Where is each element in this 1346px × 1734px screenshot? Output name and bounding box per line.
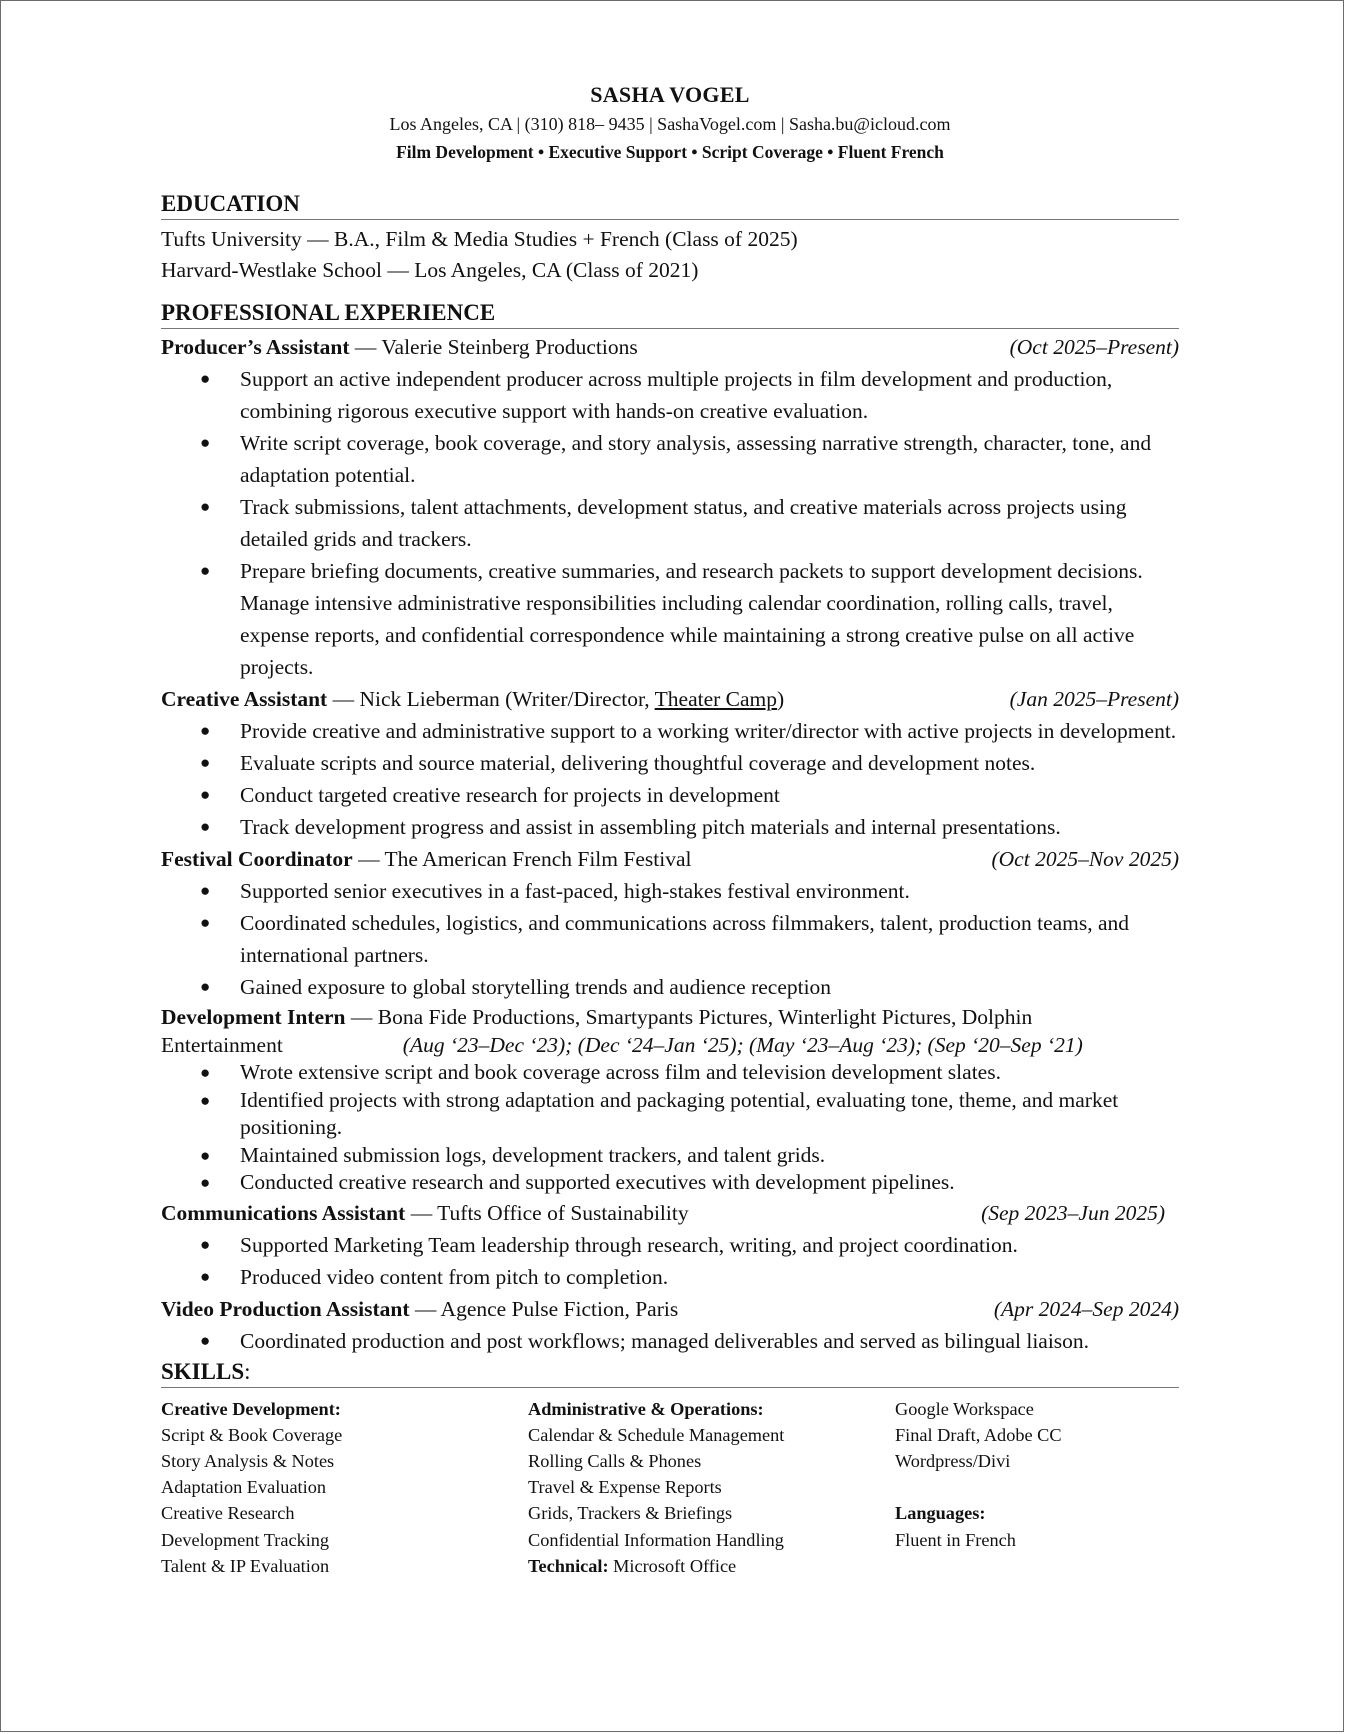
education-heading: EDUCATION xyxy=(161,191,1179,220)
job-bullets xyxy=(161,1325,1179,1357)
job-development-intern xyxy=(161,1003,1179,1197)
job-festival-coordinator xyxy=(161,843,1179,1003)
job-header-line2 xyxy=(161,1032,1179,1059)
job-bullets xyxy=(161,715,1179,843)
bullet-icon: ● xyxy=(200,1234,211,1254)
skill-item: Fluent in French xyxy=(895,1529,1016,1550)
skills-column-admin xyxy=(528,1396,895,1579)
bullet-icon: ● xyxy=(200,1173,211,1192)
job-org: — Agence Pulse Fiction, Paris xyxy=(409,1296,679,1321)
skill-item: Script & Book Coverage xyxy=(161,1424,343,1445)
job-title: Communications Assistant xyxy=(161,1200,406,1225)
skill-item: Rolling Calls & Phones xyxy=(528,1450,702,1471)
job-header xyxy=(161,1003,1179,1032)
bullet-icon: ● xyxy=(200,433,211,452)
list-item: ● Coordinated schedules, logistics, and communications across filmmakers, talent, production teams, and international partners. xyxy=(161,907,1179,971)
job-dates: (Apr 2024–Sep 2024) xyxy=(993,1296,1179,1321)
list-item: ● Coordinated production and post workflows; managed deliverables and served as bilingual liaison. xyxy=(161,1325,1179,1357)
job-header: Creative Assistant — Nick Lieberman (Writer/Director, Theater Camp) (Jan 2025–Present) xyxy=(161,683,1179,715)
spacer xyxy=(895,1474,1175,1500)
education-entry: Tufts University — B.A., Film & Media Studies + French (Class of 2025) xyxy=(161,227,798,251)
skills-column-tools xyxy=(895,1396,1175,1579)
list-item: ● Evaluate scripts and source material, delivering thoughtful coverage and development notes. xyxy=(161,747,1179,779)
bullet-icon: ● xyxy=(200,721,211,740)
bullet-icon: ● xyxy=(200,1145,211,1165)
job-header xyxy=(161,1197,1179,1229)
job-video-production-assistant xyxy=(161,1293,1179,1357)
list-item: ● Track submissions, talent attachments, development status, and creative materials across projects using detailed grids and trackers. xyxy=(161,491,1179,555)
list-item: ● Provide creative and administrative support to a working writer/director with active projects in development. xyxy=(161,715,1179,747)
resume-content xyxy=(161,79,1179,1579)
job-creative-assistant xyxy=(161,683,1179,843)
job-communications-assistant xyxy=(161,1197,1179,1293)
bullet-icon: ● xyxy=(200,1330,211,1350)
bullet-icon: ● xyxy=(200,1266,211,1286)
skill-item: Story Analysis & Notes xyxy=(161,1450,335,1471)
list-item: ● Gained exposure to global storytelling trends and audience reception xyxy=(161,971,1179,1003)
job-title: Video Production Assistant xyxy=(161,1296,410,1321)
job-title: Creative Assistant xyxy=(161,687,328,711)
bullet-icon: ● xyxy=(200,369,211,388)
list-item: ● Identified projects with strong adaptation and packaging potential, evaluating tone, theme, and market positioning. xyxy=(200,1087,1119,1139)
bullet-icon: ● xyxy=(200,913,211,932)
job-dates: (Oct 2025–Present) xyxy=(1009,335,1179,359)
job-title: Producer’s Assistant xyxy=(161,335,350,359)
list-item: ● Supported Marketing Team leadership through research, writing, and project coordination. xyxy=(161,1229,1179,1261)
list-item: ● Prepare briefing documents, creative summaries, and research packets to support development decisions. xyxy=(161,555,1179,587)
film-title: Theater Camp xyxy=(654,687,778,711)
job-header xyxy=(161,331,1179,363)
list-item: ● Conduct targeted creative research for projects in development xyxy=(161,779,1179,811)
experience-heading: PROFESSIONAL EXPERIENCE xyxy=(161,300,1179,329)
bullet-icon: ● xyxy=(200,817,211,836)
list-item: ● Track development progress and assist in assembling pitch materials and internal presentations. xyxy=(161,811,1179,843)
tagline: Film Development • Executive Support • Script Coverage • Fluent French xyxy=(396,142,944,162)
skill-item: Calendar & Schedule Management xyxy=(528,1424,785,1445)
list-item: ● Write script coverage, book coverage, and story analysis, assessing narrative strength, character, tone, and adaptation potential. xyxy=(161,427,1179,491)
job-extra-paragraph: Manage intensive administrative responsibilities including calendar coordination, rolling calls, travel, expense reports, and confidential correspondence while maintaining a strong creative pulse on all active projects. xyxy=(240,591,1135,679)
skill-item: Development Tracking xyxy=(161,1529,330,1550)
bullet-icon: ● xyxy=(200,561,211,580)
skill-item: Wordpress/Divi xyxy=(895,1450,1011,1471)
job-header xyxy=(161,1293,1179,1325)
job-dates: (Aug ‘23–Dec ‘23); (Dec ‘24–Jan ‘25); (May ‘23–Aug ‘23); (Sep ‘20–Sep ‘21) xyxy=(402,1033,1083,1057)
list-item: ● Wrote extensive script and book coverage across film and television development slates. xyxy=(161,1059,1179,1087)
bullet-icon: ● xyxy=(200,881,211,900)
candidate-name: SASHA VOGEL xyxy=(590,82,750,107)
skills-grid xyxy=(161,1396,1179,1579)
skill-item: Travel & Expense Reports xyxy=(528,1477,722,1498)
job-org: — Tufts Office of Sustainability xyxy=(405,1200,689,1225)
contact-line: Los Angeles, CA | (310) 818– 9435 | SashaVogel.com | Sasha.bu@icloud.com xyxy=(389,114,951,134)
skill-item: Google Workspace xyxy=(895,1398,1034,1419)
job-header xyxy=(161,843,1179,875)
list-item: ● Conducted creative research and supported executives with development pipelines. xyxy=(161,1169,1179,1197)
list-item: ● Maintained submission logs, development trackers, and talent grids. xyxy=(161,1142,1179,1170)
bullet-icon: ● xyxy=(200,785,211,804)
job-dates: (Oct 2025–Nov 2025) xyxy=(991,847,1179,871)
education-list xyxy=(161,224,1179,286)
skill-item: Creative Research xyxy=(161,1503,295,1524)
skill-item: Adaptation Evaluation xyxy=(161,1477,326,1498)
job-title: Development Intern xyxy=(161,1005,346,1029)
education-entry: Harvard-Westlake School — Los Angeles, CA (Class of 2021) xyxy=(161,258,699,282)
job-org: — Bona Fide Productions, Smartypants Pictures, Winterlight Pictures, Dolphin xyxy=(345,1005,1033,1029)
job-producers-assistant xyxy=(161,331,1179,683)
job-dates: (Sep 2023–Jun 2025) xyxy=(981,1200,1165,1225)
job-org: — Valerie Steinberg Productions xyxy=(349,335,638,359)
skill-item: Grids, Trackers & Briefings xyxy=(528,1503,733,1524)
bullet-icon: ● xyxy=(200,1090,211,1110)
job-bullets xyxy=(161,875,1179,1003)
bullet-icon: ● xyxy=(200,753,211,772)
list-item: ● Produced video content from pitch to completion. xyxy=(161,1261,1179,1293)
skills-column-creative xyxy=(161,1396,528,1579)
skill-item-technical: Technical: Microsoft Office xyxy=(528,1555,737,1576)
skill-item: Talent & IP Evaluation xyxy=(161,1555,330,1576)
bullet-icon: ● xyxy=(200,1063,211,1082)
skill-item: Final Draft, Adobe CC xyxy=(895,1424,1062,1445)
list-item: ● Supported senior executives in a fast-paced, high-stakes festival environment. xyxy=(161,875,1179,907)
skill-item: Confidential Information Handling xyxy=(528,1529,784,1550)
list-item: ● Support an active independent producer across multiple projects in film development and production, combining rigorous executive support with hands-on creative evaluation. xyxy=(161,363,1179,427)
bullet-icon: ● xyxy=(200,497,211,516)
job-dates: (Jan 2025–Present) xyxy=(1009,687,1179,711)
skills-heading: SKILLS: xyxy=(161,1359,1179,1388)
skills-column-heading: Creative Development: xyxy=(161,1398,341,1419)
job-org-continued: Entertainment xyxy=(161,1033,283,1057)
languages-heading: Languages: xyxy=(895,1503,986,1524)
job-org: — The American French Film Festival xyxy=(352,847,692,871)
job-bullets xyxy=(161,363,1179,587)
bullet-icon: ● xyxy=(200,977,211,996)
job-bullets xyxy=(161,1229,1179,1293)
job-bullets xyxy=(161,1059,1179,1197)
skills-column-heading: Administrative & Operations: xyxy=(528,1398,764,1419)
job-title: Festival Coordinator xyxy=(161,847,353,871)
